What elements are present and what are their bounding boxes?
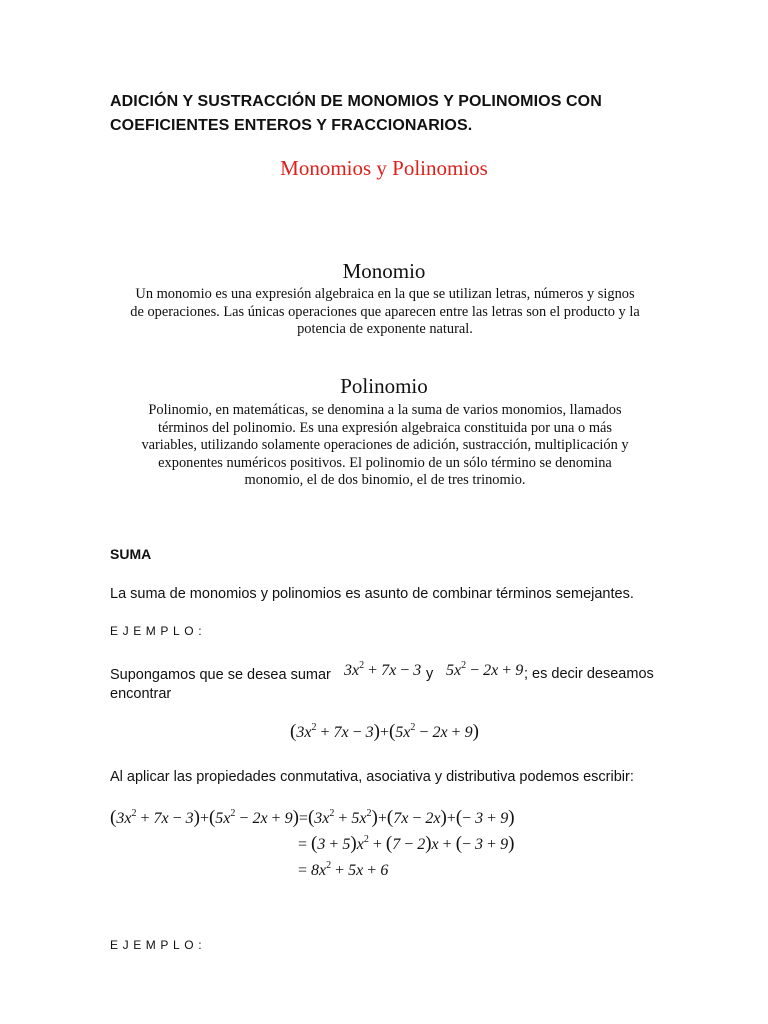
ejemplo-label-2: EJEMPLO: xyxy=(110,938,207,952)
conjunction-y: y xyxy=(426,666,434,682)
monomio-heading: Monomio xyxy=(342,259,426,283)
suma-heading: SUMA xyxy=(110,546,152,562)
polinomio-definition-line-1: Polinomio, en matemáticas, se denomina a la suma de varios monomios, llamados xyxy=(148,402,622,418)
sentence-end: ; es decir deseamos xyxy=(524,666,654,682)
polinomio-definition-line-2: términos del polinomio. Es una expresión algebraica constituida por una o más xyxy=(158,419,612,436)
monomio-definition-line-1: Un monomio es una expresión algebraica en la que se utilizan letras, números y signos xyxy=(135,286,635,302)
derivation-line-3: = $8x^2 + 5x + 6$ xyxy=(298,860,389,879)
monomio-definition-line-2: de operaciones. Las únicas operaciones que aparecen entre las letras son el producto y la xyxy=(130,303,640,320)
sum-expression: $(3x^2 + 7x - 3)+(5x^2 - 2x + 9)$ xyxy=(290,721,479,742)
derivation-line-2: = $(3 + 5)x^2 + (7 - 2)x$ + (− 3 + 9) xyxy=(298,833,515,854)
document-title-line-2: COEFICIENTES ENTEROS Y FRACCIONARIOS. xyxy=(110,117,473,134)
sentence-start: Supongamos que se desea sumar xyxy=(110,667,331,683)
polinomio-definition xyxy=(104,402,666,490)
document-subtitle: Monomios y Polinomios xyxy=(280,156,488,180)
polynomial-2: $5x^2 - 2x + 9$ xyxy=(446,660,524,679)
derivation-line-1: $(3x^2 + 7x - 3)+(5x^2 - 2x + 9)=(3x^2 + 5x^2)+(7x - 2x)+(- 3 + 9)$ xyxy=(110,807,515,828)
monomio-definition-line-3: potencia de exponente natural. xyxy=(297,321,473,338)
properties-sentence: Al aplicar las propiedades conmutativa, asociativa y distributiva podemos escribir: xyxy=(110,769,634,785)
polinomio-definition-line-5: monomio, el de dos binomio, el de tres trinomio. xyxy=(244,472,526,489)
sentence-line-2: encontrar xyxy=(110,686,172,702)
polinomio-definition-line-4: exponentes numéricos positivos. El polinomio de un sólo término se denomina xyxy=(158,454,612,471)
polynomial-1: $3x^2 + 7x - 3$ xyxy=(344,660,422,679)
polinomio-heading: Polinomio xyxy=(340,374,428,398)
document-title-line-1: ADICIÓN Y SUSTRACCIÓN DE MONOMIOS Y POLINOMIOS CON xyxy=(110,93,602,110)
document-title xyxy=(110,90,670,138)
suma-intro: La suma de monomios y polinomios es asunto de combinar términos semejantes. xyxy=(110,586,634,602)
ejemplo-label: EJEMPLO: xyxy=(110,624,207,638)
monomio-definition xyxy=(104,286,666,339)
polinomio-definition-line-3: variables, utilizando solamente operaciones de adición, sustracción, multiplicación y xyxy=(141,437,629,454)
